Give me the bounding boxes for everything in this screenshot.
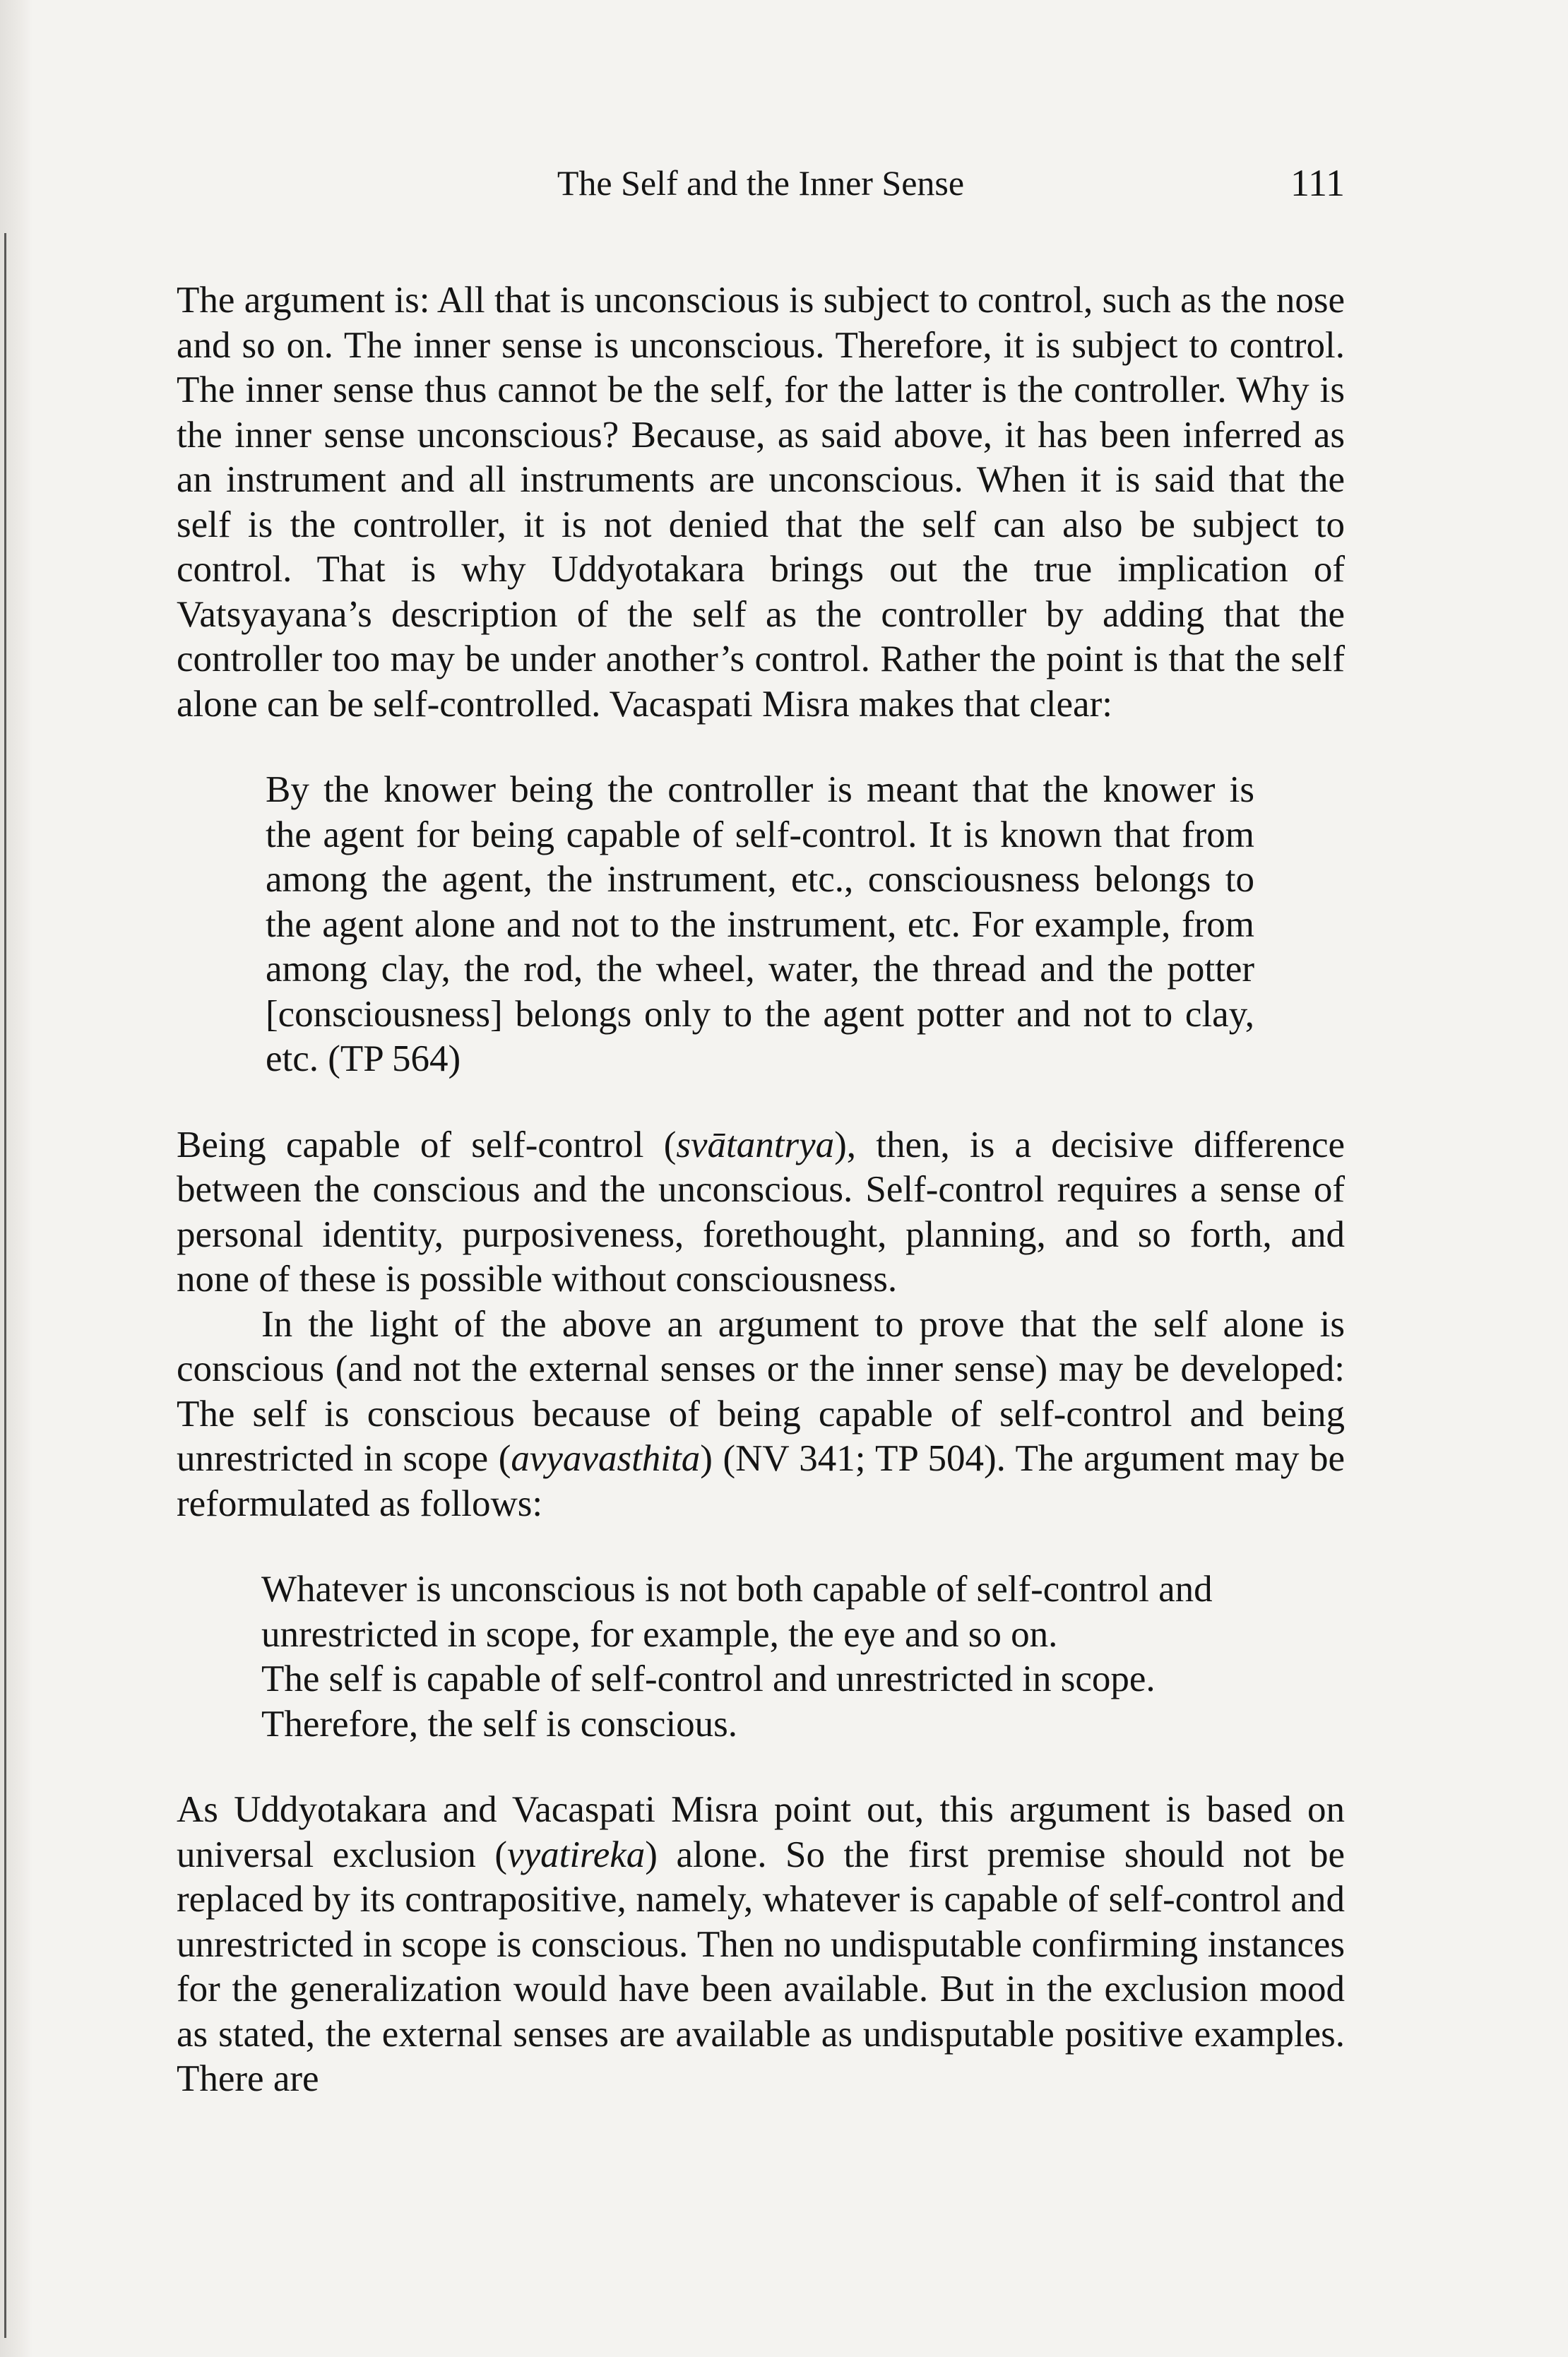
paragraph-text: ), then, is a decisive difference between the conscious and the unconscious. Self-control requires a sense of personal identity, purposiveness, forethought, planning, and so forth, and none of these is possible without consciousness. <box>177 1124 1345 1300</box>
running-title: The Self and the Inner Sense <box>557 163 965 203</box>
sanskrit-term: avyavasthita <box>511 1438 701 1479</box>
paragraph-light-of-above <box>177 1302 1345 1527</box>
page-header <box>177 158 1345 208</box>
paragraph-self-control <box>177 1123 1345 1302</box>
syllogism-premise-1: Whatever is unconscious is not both capable of self-control and unrestricted in scope, for example, the eye and so on. <box>261 1569 1213 1655</box>
syllogism-premise-2: The self is capable of self-control and unrestricted in scope. <box>261 1658 1156 1699</box>
paragraph-universal-exclusion <box>177 1788 1345 2102</box>
page-body <box>177 278 1345 2102</box>
paragraph-text: In the light of the above an argument to prove that the self alone is conscious (and not the external senses or the inner sense) may be developed: The self is conscious because of being capable of self-control and being unrestricted in scope ( <box>177 1303 1345 1479</box>
paragraph-text: Being capable of self-control ( <box>177 1124 677 1165</box>
block-quote-vacaspati: By the knower being the controller is meant that the knower is the agent for being capable of self-control. It is known that from among the agent, the instrument, etc., consciousness belongs to the agent alone and not to the instrument, etc. For example, from among clay, the rod, the wheel, water, the thread and the potter [consciousness] belongs only to the agent potter and not to clay, etc. (TP 564) <box>266 769 1254 1079</box>
book-spine-shadow <box>4 233 6 2338</box>
paragraph-text: As Uddyotakara and Vacaspati Misra point out, this argument is based on universal exclusion ( <box>177 1789 1345 1875</box>
syllogism-block <box>261 1567 1285 1747</box>
paragraph-text: ) alone. So the first premise should not be replaced by its contrapositive, namely, whatever is capable of self-control and unrestricted in scope is conscious. Then no undisputable confirming instances for the generalization would have been available. But in the exclusion mood as stated, the external senses are available as undisputable positive examples. There are <box>177 1834 1345 2099</box>
paragraph-text: ) (NV 341; TP 504). The argument may be reformulated as follows: <box>177 1438 1345 1524</box>
sanskrit-term: vyatireka <box>507 1834 646 1875</box>
paragraph-argument: The argument is: All that is unconscious is subject to control, such as the nose and so on. The inner sense is unconscious. Therefore, it is subject to control. The inner sense thus cannot be the self, for the latter is the controller. Why is the inner sense unconscious? Because, as said above, it has been inferred as an instrument and all instruments are unconscious. When it is said that the self is the controller, it is not denied that the self can also be subject to control. That is why Uddyotakara brings out the true implication of Vatsyayana’s description of the self as the controller by adding that the controller too may be under another’s control. Rather the point is that the self alone can be self-controlled. Vacaspati Misra makes that clear: <box>177 280 1345 725</box>
syllogism-conclusion: Therefore, the self is conscious. <box>261 1703 738 1745</box>
page-number: 111 <box>1290 162 1345 204</box>
sanskrit-term: svātantrya <box>676 1124 835 1165</box>
